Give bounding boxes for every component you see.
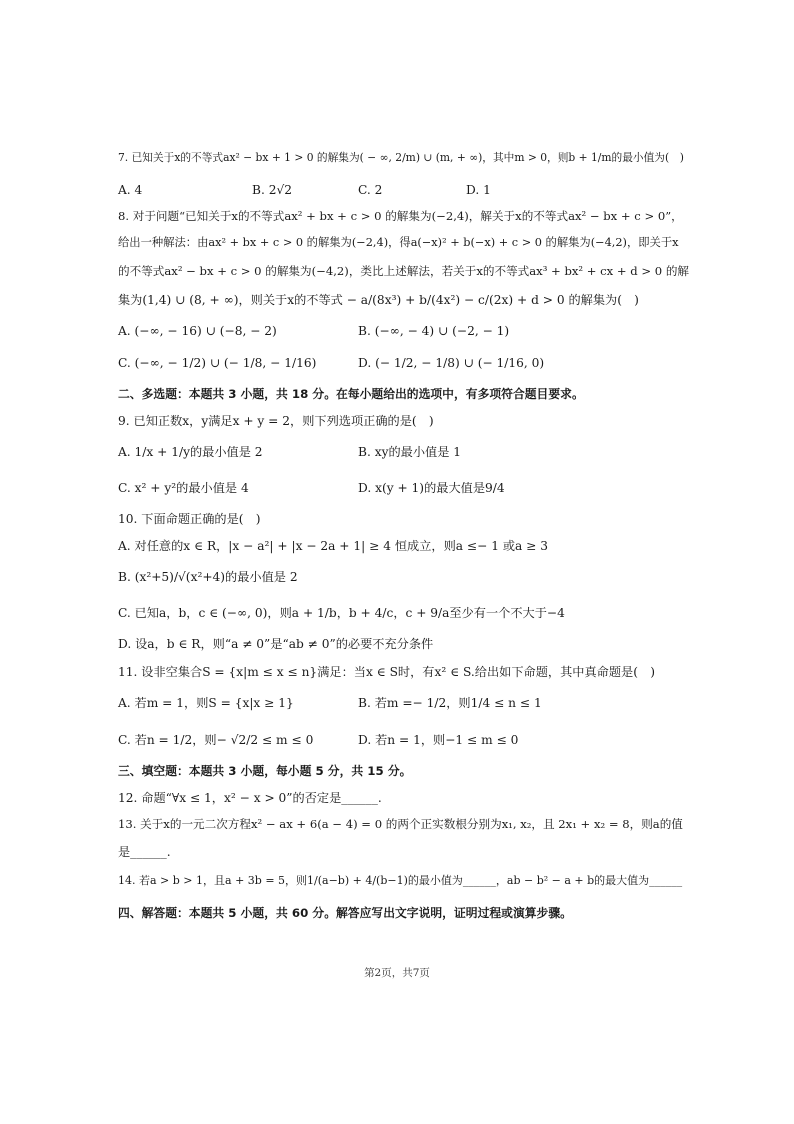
q8-line-2: 给出一种解法：由ax² + bx + c > 0 的解集为(−2,4)，得a(−x)² + b(−x) + c > 0 的解集为(−4,2)，即关于x — [118, 236, 679, 249]
q11-option-d: D. 若n = 1，则−1 ≤ m ≤ 0 — [358, 733, 519, 747]
q8-option-b: B. (−∞, − 4) ∪ (−2, − 1) — [358, 324, 510, 338]
section-fill-in-heading: 三、填空题：本题共 3 小题，每小题 5 分，共 15 分。 — [118, 764, 412, 778]
q11-option-a: A. 若m = 1，则S = {x|x ≥ 1} — [118, 696, 294, 710]
section-multiple-choice-heading: 二、多选题：本题共 3 小题，共 18 分。在每小题给出的选项中，有多项符合题目要求。 — [118, 387, 584, 401]
q14: 14. 若a > b > 1，且a + 3b = 5，则1/(a−b) + 4/(b−1)的最小值为______，ab − b² − a + b的最大值为______ — [118, 874, 683, 887]
q13-line-1: 13. 关于x的一元二次方程x² − ax + 6(a − 4) = 0 的两个正实数根分别为x₁, x₂，且 2x₁ + x₂ = 8，则a的值 — [118, 817, 683, 831]
q11-option-c: C. 若n = 1/2，则− √2/2 ≤ m ≤ 0 — [118, 733, 314, 747]
q9-option-c: C. x² + y²的最小值是 4 — [118, 481, 249, 495]
q8-option-a: A. (−∞, − 16) ∪ (−8, − 2) — [118, 324, 277, 338]
q8-line-1: 8. 对于问题“已知关于x的不等式ax² + bx + c > 0 的解集为(−2,4)，解关于x的不等式ax² − bx + c > 0”， — [118, 209, 683, 223]
q8-line-4: 集为(1,4) ∪ (8, + ∞)，则关于x的不等式 − a/(8x³) + b/(4x²) − c/(2x) + d > 0 的解集为( ) — [118, 293, 639, 307]
q10-option-a: A. 对任意的x ∈ R，|x − a²| + |x − 2a + 1| ≥ 4 恒成立，则a ≤− 1 或a ≥ 3 — [118, 539, 549, 553]
q11-stem: 11. 设非空集合S = {x|m ≤ x ≤ n}满足：当x ∈ S时，有x² ∈ S.给出如下命题，其中真命题是( ) — [118, 665, 655, 679]
q8-line-3: 的不等式ax² − bx + c > 0 的解集为(−4,2)，类比上述解法，若关于x的不等式ax³ + bx² + cx + d > 0 的解 — [118, 264, 690, 278]
q8-option-d: D. (− 1/2, − 1/8) ∪ (− 1/16, 0) — [358, 356, 545, 370]
q11-option-b: B. 若m =− 1/2，则1/4 ≤ n ≤ 1 — [358, 696, 542, 710]
q10-option-d: D. 设a，b ∈ R，则“a ≠ 0”是“ab ≠ 0”的必要不充分条件 — [118, 637, 434, 651]
q10-option-b: B. (x²+5)/√(x²+4)的最小值是 2 — [118, 570, 298, 584]
section-solution-heading: 四、解答题：本题共 5 小题，共 60 分。解答应写出文字说明，证明过程或演算步骤。 — [118, 906, 572, 920]
q8-option-c: C. (−∞, − 1/2) ∪ (− 1/8, − 1/16) — [118, 356, 317, 370]
q9-option-d: D. x(y + 1)的最大值是9/4 — [358, 481, 505, 495]
q12: 12. 命题“∀x ≤ 1，x² − x > 0”的否定是______. — [118, 791, 382, 805]
q10-option-c: C. 已知a，b，c ∈ (−∞, 0)，则a + 1/b，b + 4/c，c + 9/a至少有一个不大于−4 — [118, 606, 565, 620]
q7-stem: 7. 已知关于x的不等式ax² − bx + 1 > 0 的解集为( − ∞, 2/m) ∪ (m, + ∞)，其中m > 0，则b + 1/m的最小值为( ) — [118, 151, 684, 164]
page-footer: 第2页，共7页 — [364, 967, 430, 979]
q9-option-a: A. 1/x + 1/y的最小值是 2 — [118, 445, 263, 459]
q7-option-b: B. 2√2 — [252, 183, 292, 197]
q10-stem: 10. 下面命题正确的是( ) — [118, 512, 261, 526]
q7-option-d: D. 1 — [466, 183, 491, 197]
q13-line-2: 是______. — [118, 845, 171, 859]
q7-option-a: A. 4 — [118, 183, 143, 197]
q7-option-c: C. 2 — [358, 183, 383, 197]
q9-stem: 9. 已知正数x，y满足x + y = 2，则下列选项正确的是( ) — [118, 414, 434, 428]
q9-option-b: B. xy的最小值是 1 — [358, 445, 462, 459]
